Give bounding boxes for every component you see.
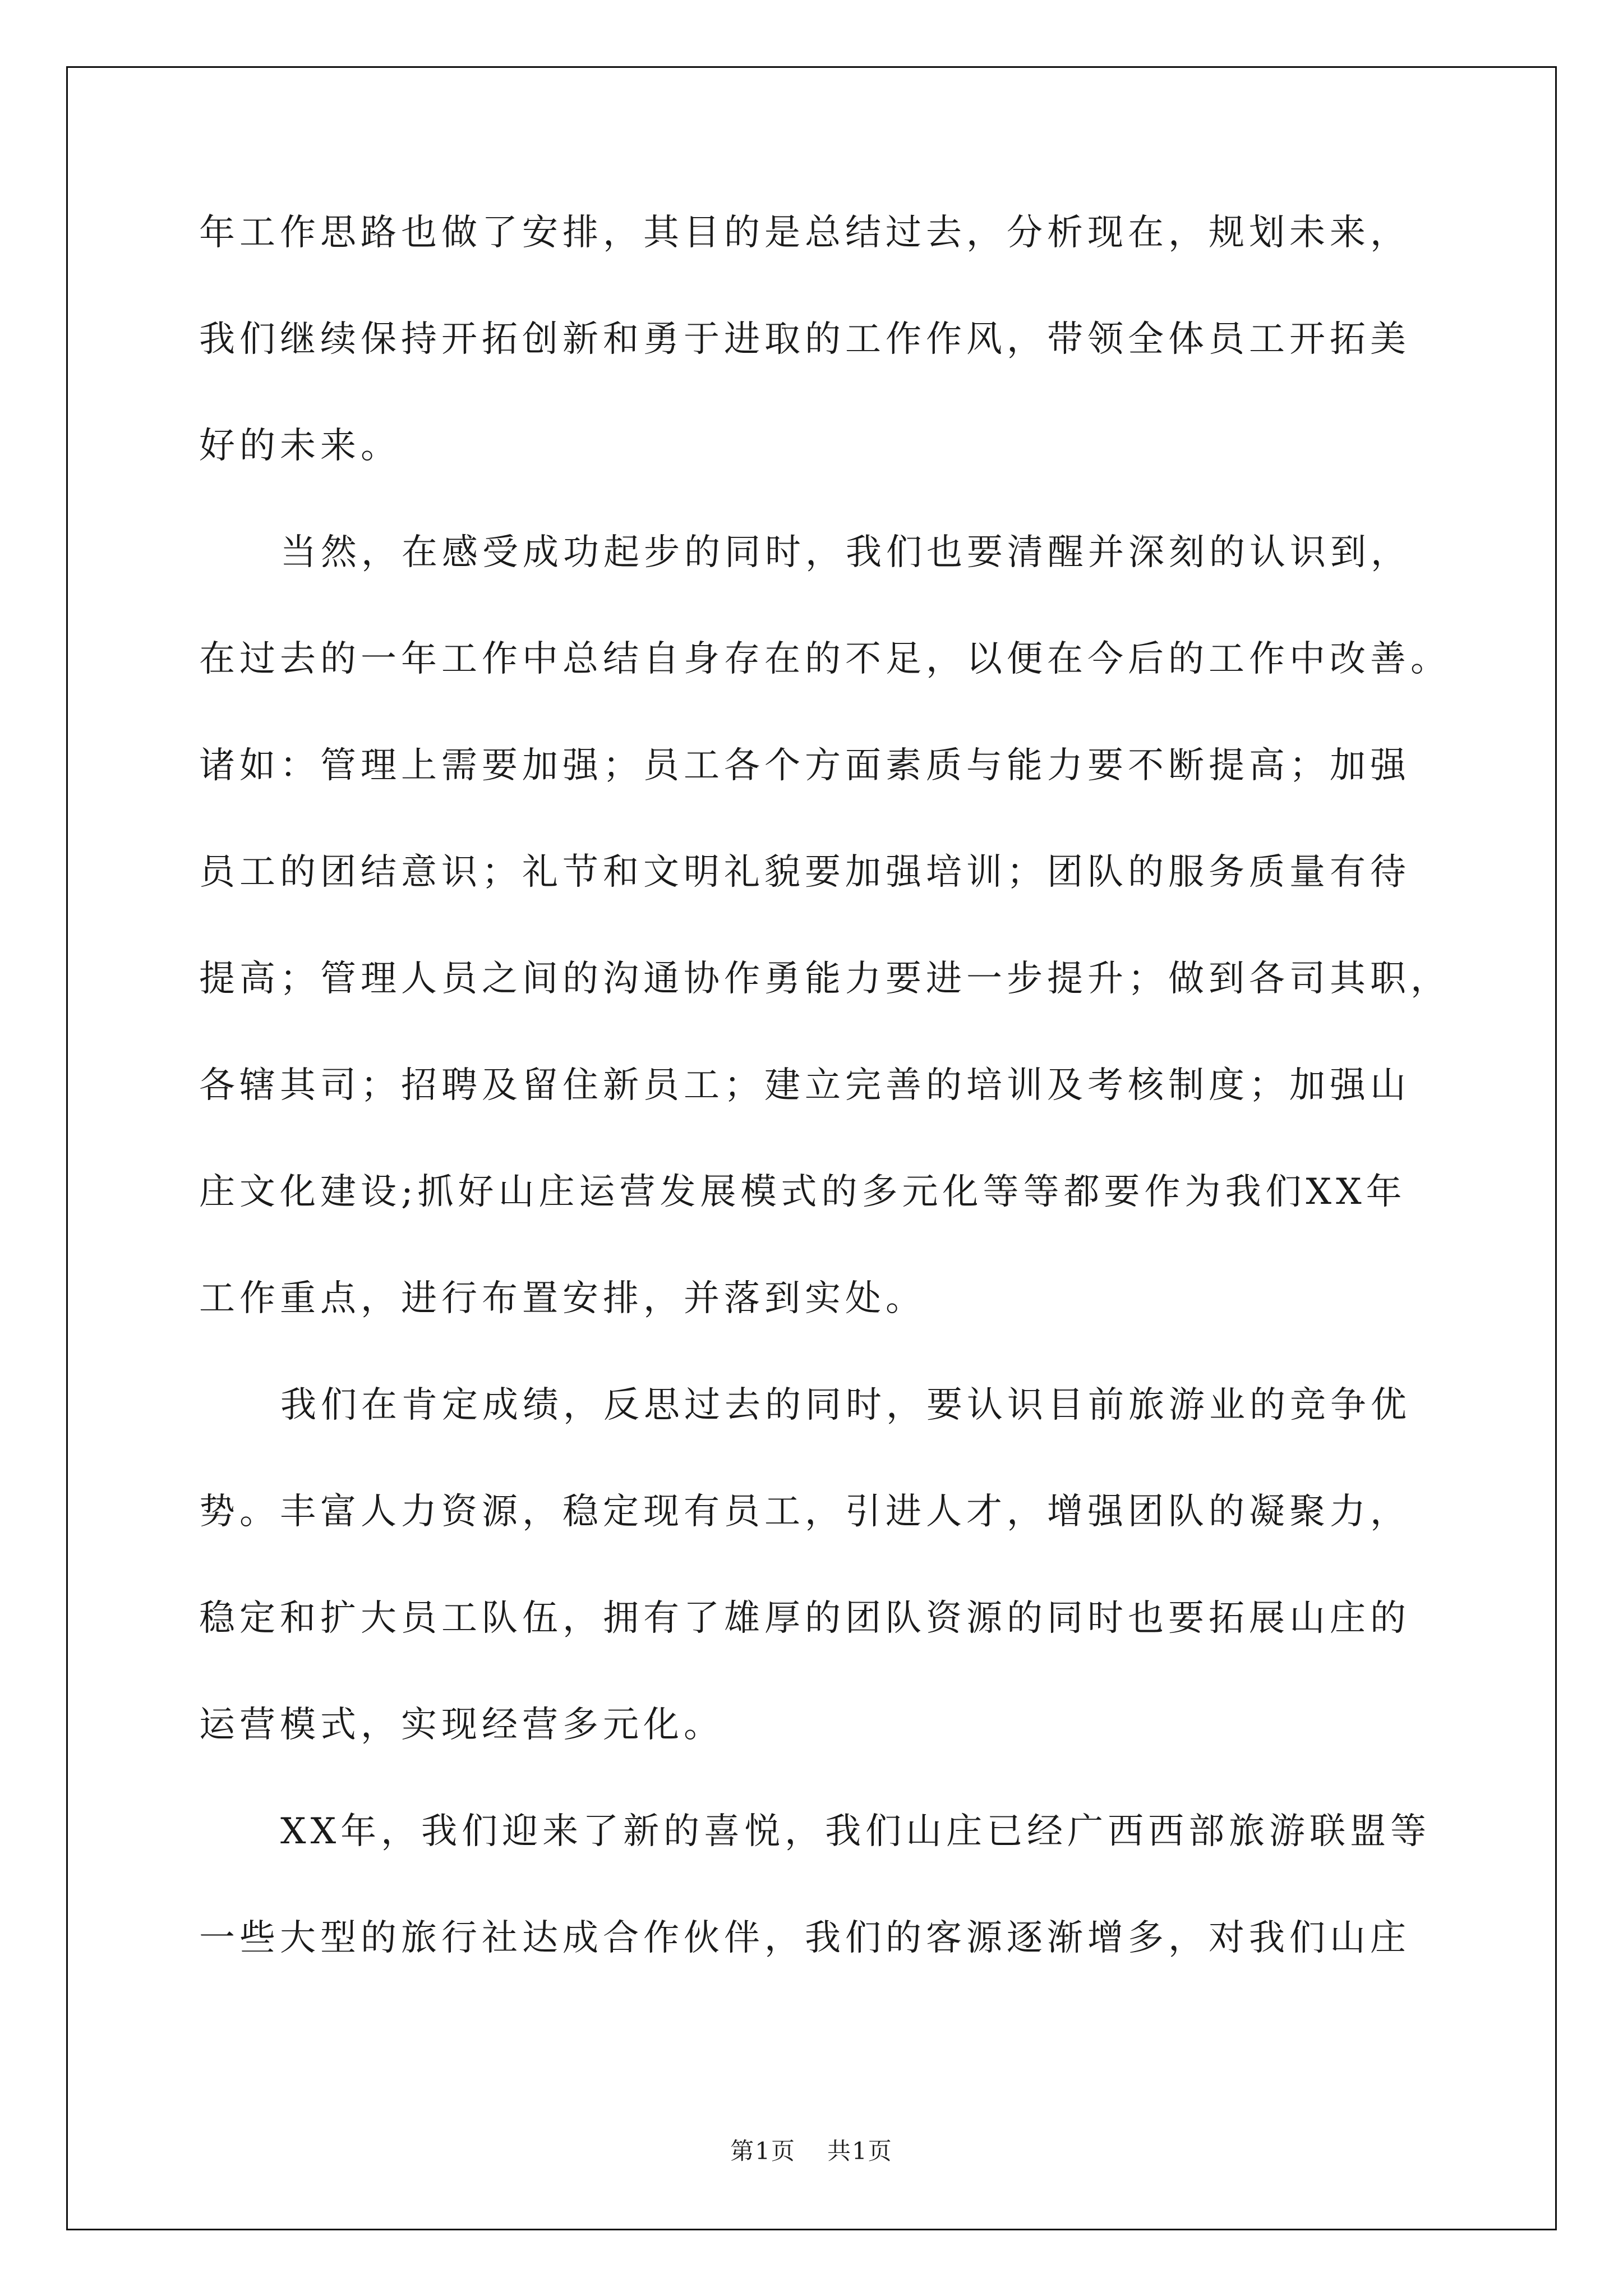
body-line: XX年，我们迎来了新的喜悦，我们山庄已经广西西部旅游联盟等	[280, 1811, 1431, 1852]
body-line: 员工的团结意识；礼节和文明礼貌要加强培训；团队的服务质量有待	[199, 852, 1410, 893]
body-line: 运营模式，实现经营多元化。	[199, 1704, 724, 1746]
body-line: 稳定和扩大员工队伍，拥有了雄厚的团队资源的同时也要拓展山庄的	[199, 1598, 1410, 1639]
body-line: 年工作思路也做了安排，其目的是总结过去，分析现在，规划未来，	[199, 212, 1410, 254]
page-frame	[66, 66, 1557, 2230]
page-footer	[0, 2136, 1623, 2167]
body-line: 各辖其司；招聘及留住新员工；建立完善的培训及考核制度；加强山	[199, 1065, 1410, 1106]
body-line: 势。丰富人力资源，稳定现有员工，引进人才，增强团队的凝聚力，	[199, 1491, 1410, 1533]
body-line: 好的未来。	[199, 425, 401, 467]
page-number: 第1页	[730, 2137, 796, 2165]
body-line: 一些大型的旅行社达成合作伙伴，我们的客源逐渐增多，对我们山庄	[199, 1917, 1410, 1959]
body-line: 当然，在感受成功起步的同时，我们也要清醒并深刻的认识到，	[280, 532, 1411, 573]
body-line: 庄文化建设;抓好山庄运营发展模式的多元化等等都要作为我们XX年	[199, 1171, 1407, 1213]
body-line: 我们继续保持开拓创新和勇于进取的工作作风，带领全体员工开拓美	[199, 319, 1410, 360]
body-line: 在过去的一年工作中总结自身存在的不足，以便在今后的工作中改善。	[199, 638, 1451, 680]
body-line: 工作重点，进行布置安排，并落到实处。	[199, 1278, 926, 1319]
page-total: 共1页	[827, 2137, 893, 2165]
body-line: 提高；管理人员之间的沟通协作勇能力要进一步提升；做到各司其职，	[199, 958, 1451, 1000]
body-line: 我们在肯定成绩，反思过去的同时，要认识目前旅游业的竞争优	[280, 1384, 1411, 1426]
body-line: 诸如：管理上需要加强；员工各个方面素质与能力要不断提高；加强	[199, 745, 1410, 786]
